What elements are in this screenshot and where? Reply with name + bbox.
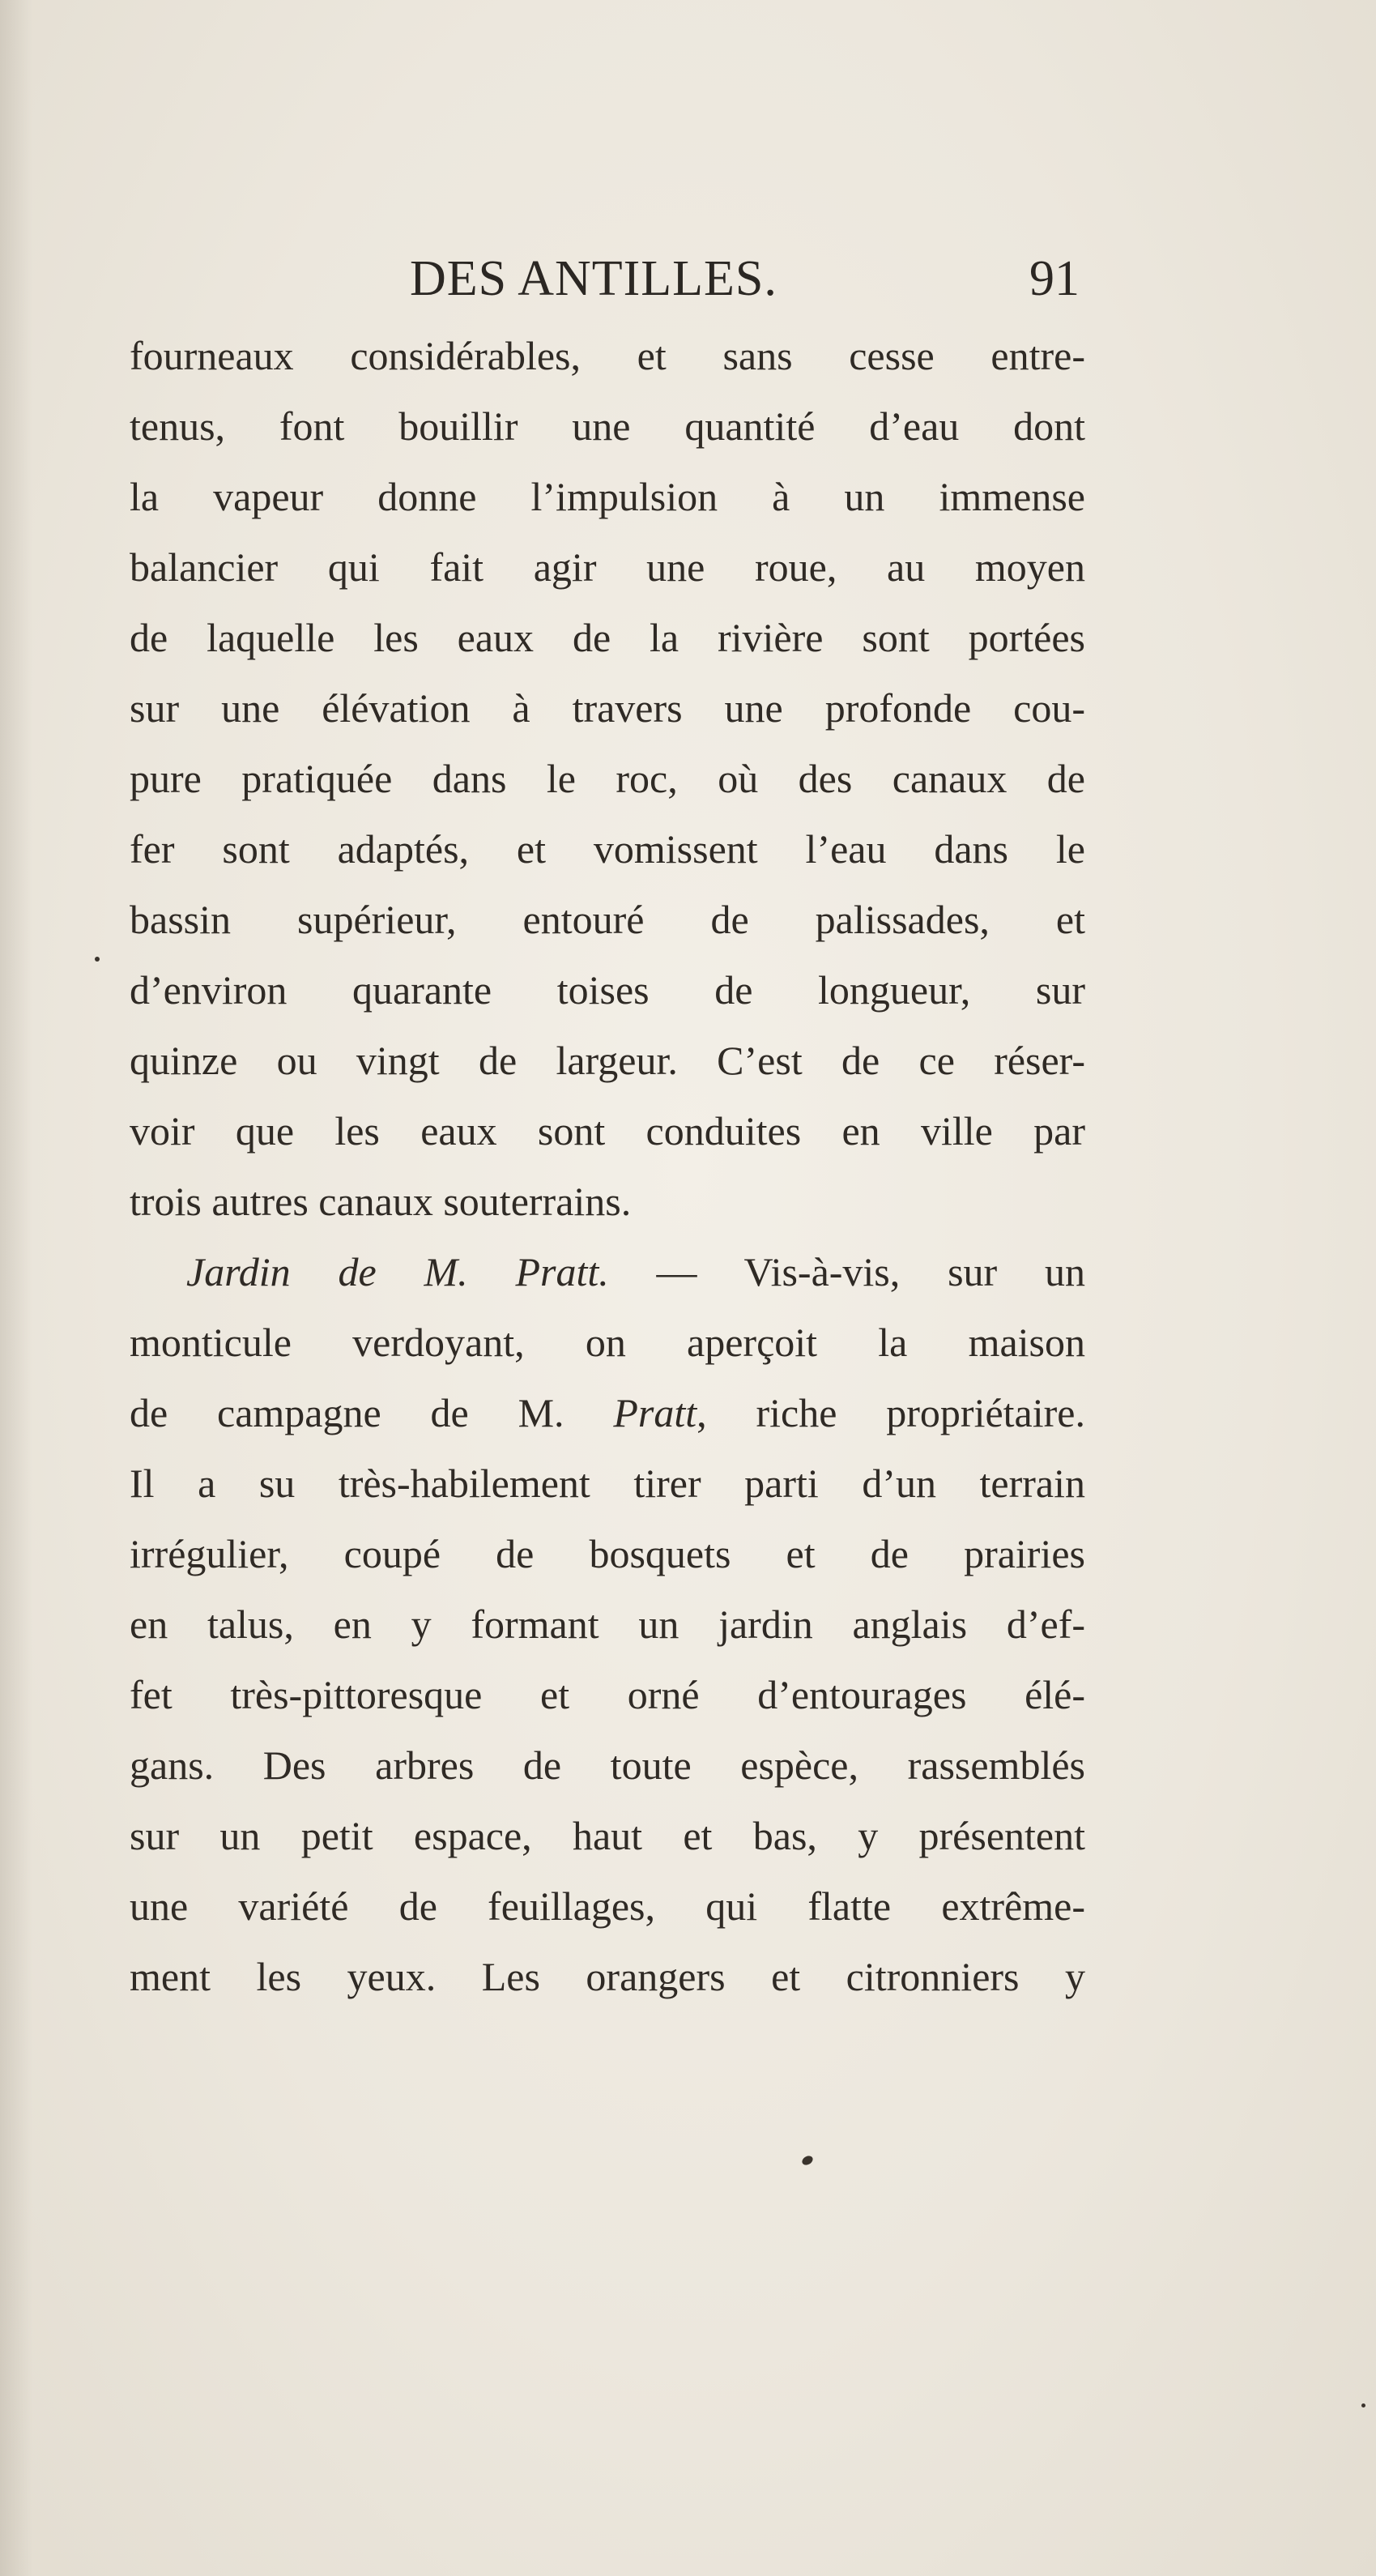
text-line: bassin supérieur, entouré de palissades, et xyxy=(130,897,1085,942)
page-number: 91 xyxy=(1029,251,1080,306)
ink-speck xyxy=(800,2154,814,2167)
text-segment: , riche propriétaire. xyxy=(697,1390,1085,1435)
text-line-with-italic xyxy=(130,1378,1085,1448)
italic-name: Pratt xyxy=(613,1390,697,1435)
ink-speck xyxy=(95,957,100,962)
body-text xyxy=(130,321,1085,2012)
text-line: d’environ quarante toises de longueur, sur xyxy=(130,967,1085,1013)
text-line: balancier qui fait agir une roue, au moyen xyxy=(130,544,1085,590)
text-line: fer sont adaptés, et vomissent l’eau dans le xyxy=(130,826,1085,872)
text-line: de laquelle les eaux de la rivière sont portées xyxy=(130,615,1085,660)
running-title: DES ANTILLES. xyxy=(410,251,777,306)
text-line: ment les yeux. Les orangers et citronniers y xyxy=(130,1954,1085,1999)
text-line: gans. Des arbres de toute espèce, rassemblés xyxy=(130,1742,1085,1788)
text-line: quinze ou vingt de largeur. C’est de ce réser- xyxy=(130,1038,1085,1083)
text-line: trois autres canaux souterrains. xyxy=(130,1179,632,1224)
text-line: monticule verdoyant, on aperçoit la maison xyxy=(130,1320,1085,1365)
text-line: fet très-pittoresque et orné d’entourages élé- xyxy=(130,1672,1085,1717)
text-line: tenus, font bouillir une quantité d’eau dont xyxy=(130,403,1085,449)
text-line: sur une élévation à travers une profonde cou- xyxy=(130,685,1085,731)
text-segment: de campagne de M. xyxy=(130,1390,614,1435)
text-line: une variété de feuillages, qui flatte extrême- xyxy=(130,1883,1085,1929)
text-line: fourneaux considérables, et sans cesse entre- xyxy=(130,333,1085,378)
text-line: irrégulier, coupé de bosquets et de prairies xyxy=(130,1531,1085,1576)
paragraph-lead-line xyxy=(130,1237,1085,1307)
page-header xyxy=(136,238,1080,319)
text-line: sur un petit espace, haut et bas, y présentent xyxy=(130,1813,1085,1858)
text-line: pure pratiquée dans le roc, où des canaux de xyxy=(130,756,1085,801)
text-line: la vapeur donne l’impulsion à un immense xyxy=(130,474,1085,519)
text-line: en talus, en y formant un jardin anglais d’ef- xyxy=(130,1601,1085,1647)
text-line: voir que les eaux sont conduites en ville par xyxy=(130,1108,1085,1154)
lead-line-rest: — Vis-à-vis, sur un xyxy=(608,1249,1085,1294)
section-heading-italic: Jardin de M. Pratt. xyxy=(186,1249,609,1294)
text-line: Il a su très-habilement tirer parti d’un terrain xyxy=(130,1461,1085,1506)
page-edge-shadow xyxy=(0,0,32,2576)
ink-speck xyxy=(1361,2403,1365,2408)
